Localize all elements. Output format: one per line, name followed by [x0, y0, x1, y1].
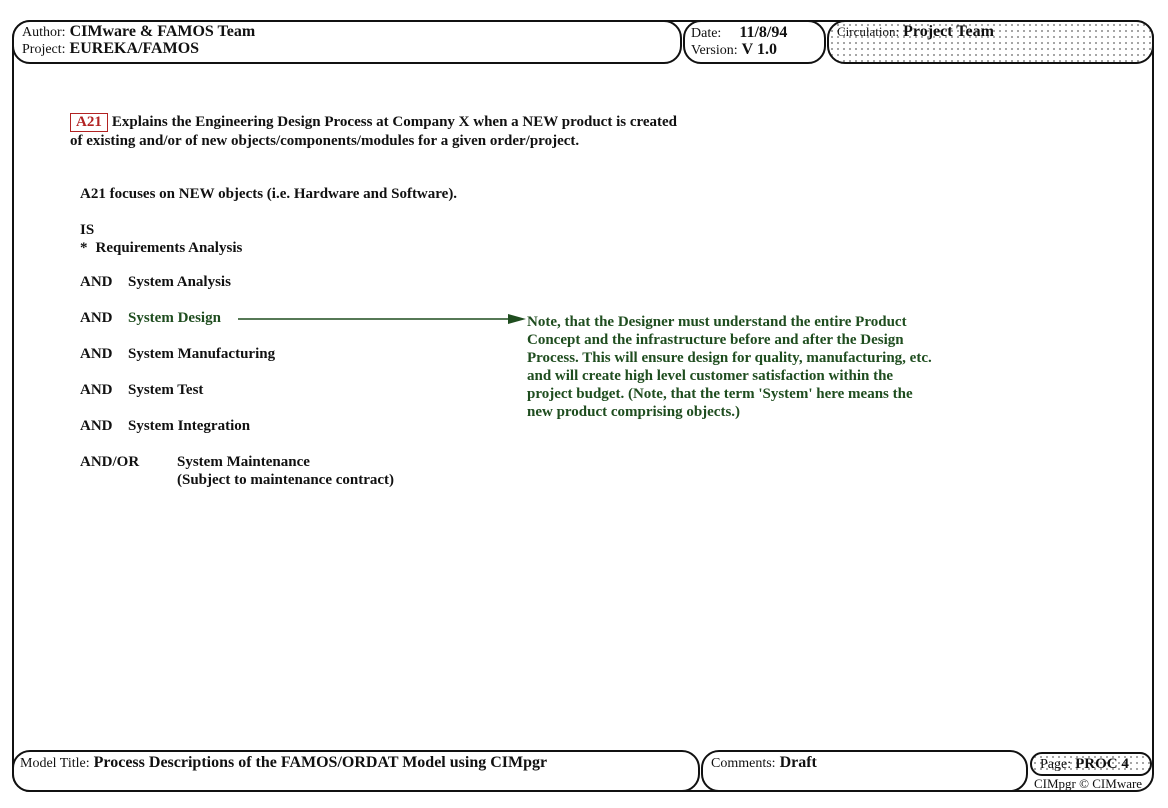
- step-system-analysis: [80, 274, 231, 291]
- date-field: [691, 24, 787, 42]
- project-value: EUREKA/FAMOS: [69, 40, 200, 57]
- circulation-value: Project Team: [903, 23, 994, 40]
- copyright-text: CIMpgr © CIMware: [1034, 776, 1143, 791]
- intro-text: Explains the Engineering Design Process at Company X when a NEW product is created of existing and/or of new objects/components/modules for a given order/project.: [70, 114, 678, 149]
- is-label: IS: [80, 222, 95, 238]
- focus-text: A21 focuses on NEW objects (i.e. Hardware and Software).: [80, 186, 458, 202]
- bullet-icon: *: [80, 240, 88, 256]
- page-value: PROC 4: [1075, 756, 1129, 772]
- model-title-label: Model Title:: [20, 756, 90, 771]
- step-system-maintenance: [80, 454, 310, 471]
- comments-field: [711, 754, 817, 772]
- date-version-box: [683, 20, 826, 64]
- step-name: System Design: [128, 310, 221, 326]
- step-system-design: [80, 310, 221, 327]
- circulation-field: [837, 23, 994, 41]
- circulation-box: [827, 20, 1154, 64]
- model-title-value: Process Descriptions of the FAMOS/ORDAT Model using CIMpgr: [93, 754, 548, 771]
- project-label: Project:: [22, 42, 66, 57]
- comments-value: Draft: [779, 754, 817, 771]
- author-label: Author:: [22, 25, 66, 40]
- version-value: V 1.0: [741, 41, 777, 58]
- page-box: [1030, 752, 1152, 776]
- requirement-text: Requirements Analysis: [95, 240, 243, 256]
- author-value: CIMware & FAMOS Team: [69, 23, 256, 40]
- a21-badge: A21: [70, 113, 108, 132]
- comments-box: [701, 750, 1028, 792]
- step-system-manufacturing: [80, 346, 275, 363]
- intro-paragraph: [70, 113, 690, 150]
- step-system-test: [80, 382, 203, 399]
- comments-label: Comments:: [711, 756, 776, 771]
- step-system-integration: [80, 418, 250, 435]
- author-project-box: [12, 20, 682, 64]
- model-title-field: [20, 754, 547, 772]
- circulation-label: Circulation:: [837, 24, 900, 39]
- step-operator: AND: [80, 274, 113, 290]
- step-name: System Analysis: [128, 274, 231, 290]
- step-operator: AND: [80, 310, 113, 326]
- maintenance-note: (Subject to maintenance contract): [177, 472, 395, 488]
- model-title-box: [12, 750, 700, 792]
- step-name: System Manufacturing: [128, 346, 276, 362]
- page-field: [1040, 755, 1129, 773]
- project-field: [22, 40, 199, 58]
- arrow-icon: [238, 312, 526, 326]
- author-field: [22, 23, 255, 41]
- page-label: Page:: [1040, 757, 1072, 772]
- requirement-item: [80, 239, 242, 257]
- version-label: Version:: [691, 43, 738, 58]
- version-field: [691, 41, 777, 59]
- step-name: System Integration: [128, 418, 251, 434]
- step-operator: AND: [80, 346, 113, 362]
- step-name: System Test: [128, 382, 204, 398]
- step-operator: AND: [80, 382, 113, 398]
- step-operator: AND: [80, 418, 113, 434]
- date-value: 11/8/94: [739, 24, 788, 41]
- step-operator: AND/OR: [80, 454, 140, 470]
- date-label: Date:: [691, 26, 722, 41]
- step-name: System Maintenance: [177, 454, 310, 470]
- design-note: Note, that the Designer must understand the entire Product Concept and the infrastructure before and after the Design Process. This will ensure design for quality, manufacturing, etc. and will create high level customer satisfaction within the project budget. (Note, that the term 'System' here means the new product comprising objects.): [527, 314, 932, 420]
